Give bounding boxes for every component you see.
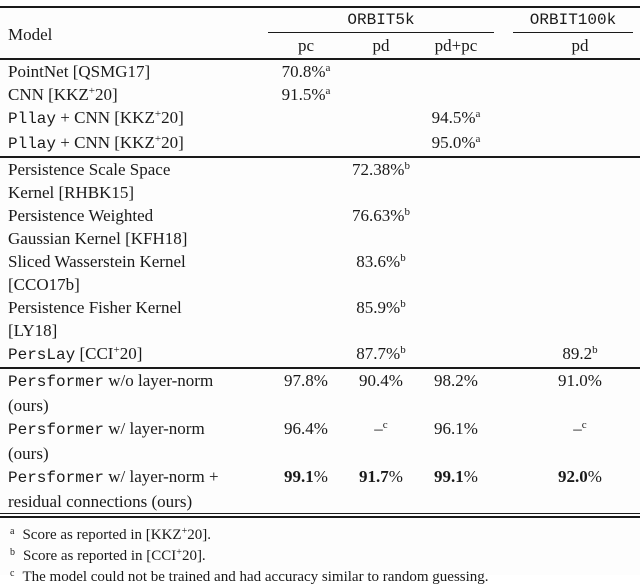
value-text: % [463,467,478,486]
table-body [0,58,640,513]
table-row [0,158,640,204]
value-cell [268,369,344,417]
value-text: 94.5% [431,108,476,127]
text: Persistence Fisher Kernel [8,298,182,317]
value-text: – [573,419,582,438]
column-header-pd: pd [372,36,390,55]
bold-value: 92.0 [558,467,588,486]
value-text: 90.4% [359,371,403,390]
value-cell [344,296,418,342]
orbit100k-group-header [513,8,633,33]
value-cell [268,60,344,83]
text: Persistence Scale Space [8,160,171,179]
footnote [10,544,640,565]
value-cell [344,369,418,417]
text: 20] [119,344,143,363]
text: CNN [KKZ [8,85,89,104]
bold-value: 91.7 [359,467,389,486]
column-gap [494,83,520,106]
superscript: + [113,344,120,356]
mono-text: PersLay [8,346,76,364]
orbit100k-label: ORBIT100k [529,10,617,29]
text: residual connections (ours) [8,492,193,511]
mono-text: Persformer [8,469,105,487]
table-row [0,131,640,156]
text: w/ layer-norm [104,419,205,438]
table-header [0,8,640,58]
superscript: + [154,133,162,145]
value-cell [418,296,494,342]
text: PointNet [QSMG17] [8,62,151,81]
column-header-pc: pc [297,36,315,55]
orbit5k-group-header [268,8,494,33]
value-text: 83.6% [356,252,401,271]
value-cell [268,131,344,156]
model-cell [0,131,268,156]
table-section [0,367,640,513]
column-gap [494,204,520,250]
column-gap [494,131,520,156]
footnote [10,565,640,586]
table-row [0,106,640,131]
value-cell [520,250,640,296]
text: w/ layer-norm + [104,467,219,486]
value-cell [268,296,344,342]
column-gap [494,60,520,83]
model-cell [0,158,268,204]
mono-text: Pllay [8,135,57,153]
text: Persistence Weighted [8,206,154,225]
footnote-ref: b [404,206,410,218]
value-cell [418,106,494,131]
footnote-ref: b [400,252,406,264]
table-section [0,58,640,156]
value-text: 85.9% [356,298,401,317]
value-cell [344,465,418,513]
value-cell [418,204,494,250]
table-row [0,465,640,513]
table-row [0,296,640,342]
value-cell [344,83,418,106]
column-header-pd-pc: pd+pc [434,36,478,55]
value-cell [520,83,640,106]
footnote-marker: a [10,526,15,537]
model-cell [0,342,268,367]
value-cell [418,131,494,156]
footnote-ref: a [325,85,331,97]
value-text: 87.7% [356,344,401,363]
value-cell [520,465,640,513]
mono-text: Pllay [8,110,57,128]
value-text: % [587,467,602,486]
value-cell [520,369,640,417]
text: 20] [161,133,184,152]
text: 20] [161,108,184,127]
model-column-header: Model [8,25,53,44]
footnote-ref: b [400,298,406,310]
group-header-row [0,8,640,33]
text: Sliced Wasserstein Kernel [8,252,186,271]
column-gap [494,342,520,367]
model-cell [0,417,268,465]
footnote-marker: b [10,547,15,558]
footnote-ref: a [475,108,481,120]
value-cell [520,158,640,204]
column-gap [494,417,520,465]
subcolumn-header-row [0,33,640,58]
value-cell [268,158,344,204]
footnotes [0,518,640,586]
table-row [0,369,640,417]
footnote-ref: b [592,344,598,356]
text: [CCO17b] [8,275,80,294]
model-cell [0,106,268,131]
table-row [0,342,640,367]
bold-value: 99.1 [284,467,314,486]
model-cell [0,369,268,417]
value-cell [418,369,494,417]
text: (ours) [8,396,49,415]
table-row [0,83,640,106]
column-gap [494,250,520,296]
table-section [0,156,640,367]
value-cell [418,417,494,465]
model-cell [0,296,268,342]
value-cell [268,465,344,513]
model-cell [0,250,268,296]
value-text: 98.2% [434,371,478,390]
text: (ours) [8,444,49,463]
footnote-ref: c [581,419,587,431]
mono-text: Persformer [8,373,105,391]
value-cell [520,417,640,465]
superscript: + [176,547,182,558]
text: 20] [94,85,118,104]
results-table [0,6,640,585]
value-text: 97.8% [284,371,328,390]
value-text: 91.0% [558,371,602,390]
value-cell [344,131,418,156]
value-text: 70.8% [281,62,326,81]
value-text: – [374,419,383,438]
value-cell [268,106,344,131]
value-text: % [313,467,328,486]
value-cell [344,106,418,131]
footnote-marker: c [10,568,15,579]
model-cell [0,465,268,513]
text: The model could not be trained and had accuracy similar to random guessing. [22,569,489,585]
value-text: 89.2 [562,344,593,363]
footnote-ref: c [382,419,388,431]
value-cell [520,204,640,250]
table-row [0,204,640,250]
model-cell [0,204,268,250]
text: 20]. [181,548,206,564]
value-cell [520,106,640,131]
value-cell [418,83,494,106]
footnote [10,523,640,544]
value-cell [418,250,494,296]
text: Kernel [RHBK15] [8,183,135,202]
table-row [0,250,640,296]
text: 20]. [187,527,211,543]
superscript: + [154,108,162,120]
superscript: + [88,85,95,97]
model-cell [0,60,268,83]
value-text: 96.1% [434,419,478,438]
column-gap [494,296,520,342]
value-text: 76.63% [352,206,405,225]
value-cell [418,465,494,513]
value-cell [344,204,418,250]
text: Score as reported in [KKZ [22,527,182,543]
text: + CNN [KKZ [56,133,155,152]
table-row [0,417,640,465]
value-text: 95.0% [431,133,476,152]
orbit5k-label: ORBIT5k [347,10,415,29]
text: Score as reported in [CCI [23,548,177,564]
column-gap [494,158,520,204]
text: [LY18] [8,321,58,340]
footnote-ref: b [404,160,410,172]
column-gap [494,369,520,417]
text: Gaussian Kernel [KFH18] [8,229,188,248]
value-cell [418,158,494,204]
text: [CCI [75,344,114,363]
value-cell [520,296,640,342]
column-gap [494,106,520,131]
mono-text: Persformer [8,421,105,439]
text: w/o layer-norm [104,371,214,390]
value-cell [268,342,344,367]
value-cell [268,204,344,250]
value-cell [520,342,640,367]
value-cell [344,158,418,204]
value-text: 91.5% [281,85,326,104]
value-cell [344,250,418,296]
value-text: 72.38% [352,160,405,179]
value-text: 96.4% [284,419,328,438]
value-cell [344,417,418,465]
text: + CNN [KKZ [56,108,155,127]
footnote-ref: a [475,133,481,145]
bold-value: 99.1 [434,467,464,486]
column-gap [494,465,520,513]
table-row [0,60,640,83]
value-cell [268,250,344,296]
value-cell [268,417,344,465]
footnote-ref: a [325,62,331,74]
value-cell [344,60,418,83]
value-text: % [388,467,403,486]
value-cell [418,60,494,83]
model-cell [0,83,268,106]
value-cell [520,131,640,156]
footnote-ref: b [400,344,406,356]
value-cell [418,342,494,367]
value-cell [520,60,640,83]
column-header-orbit100k-pd: pd [571,36,589,55]
value-cell [268,83,344,106]
superscript: + [181,526,188,537]
value-cell [344,342,418,367]
